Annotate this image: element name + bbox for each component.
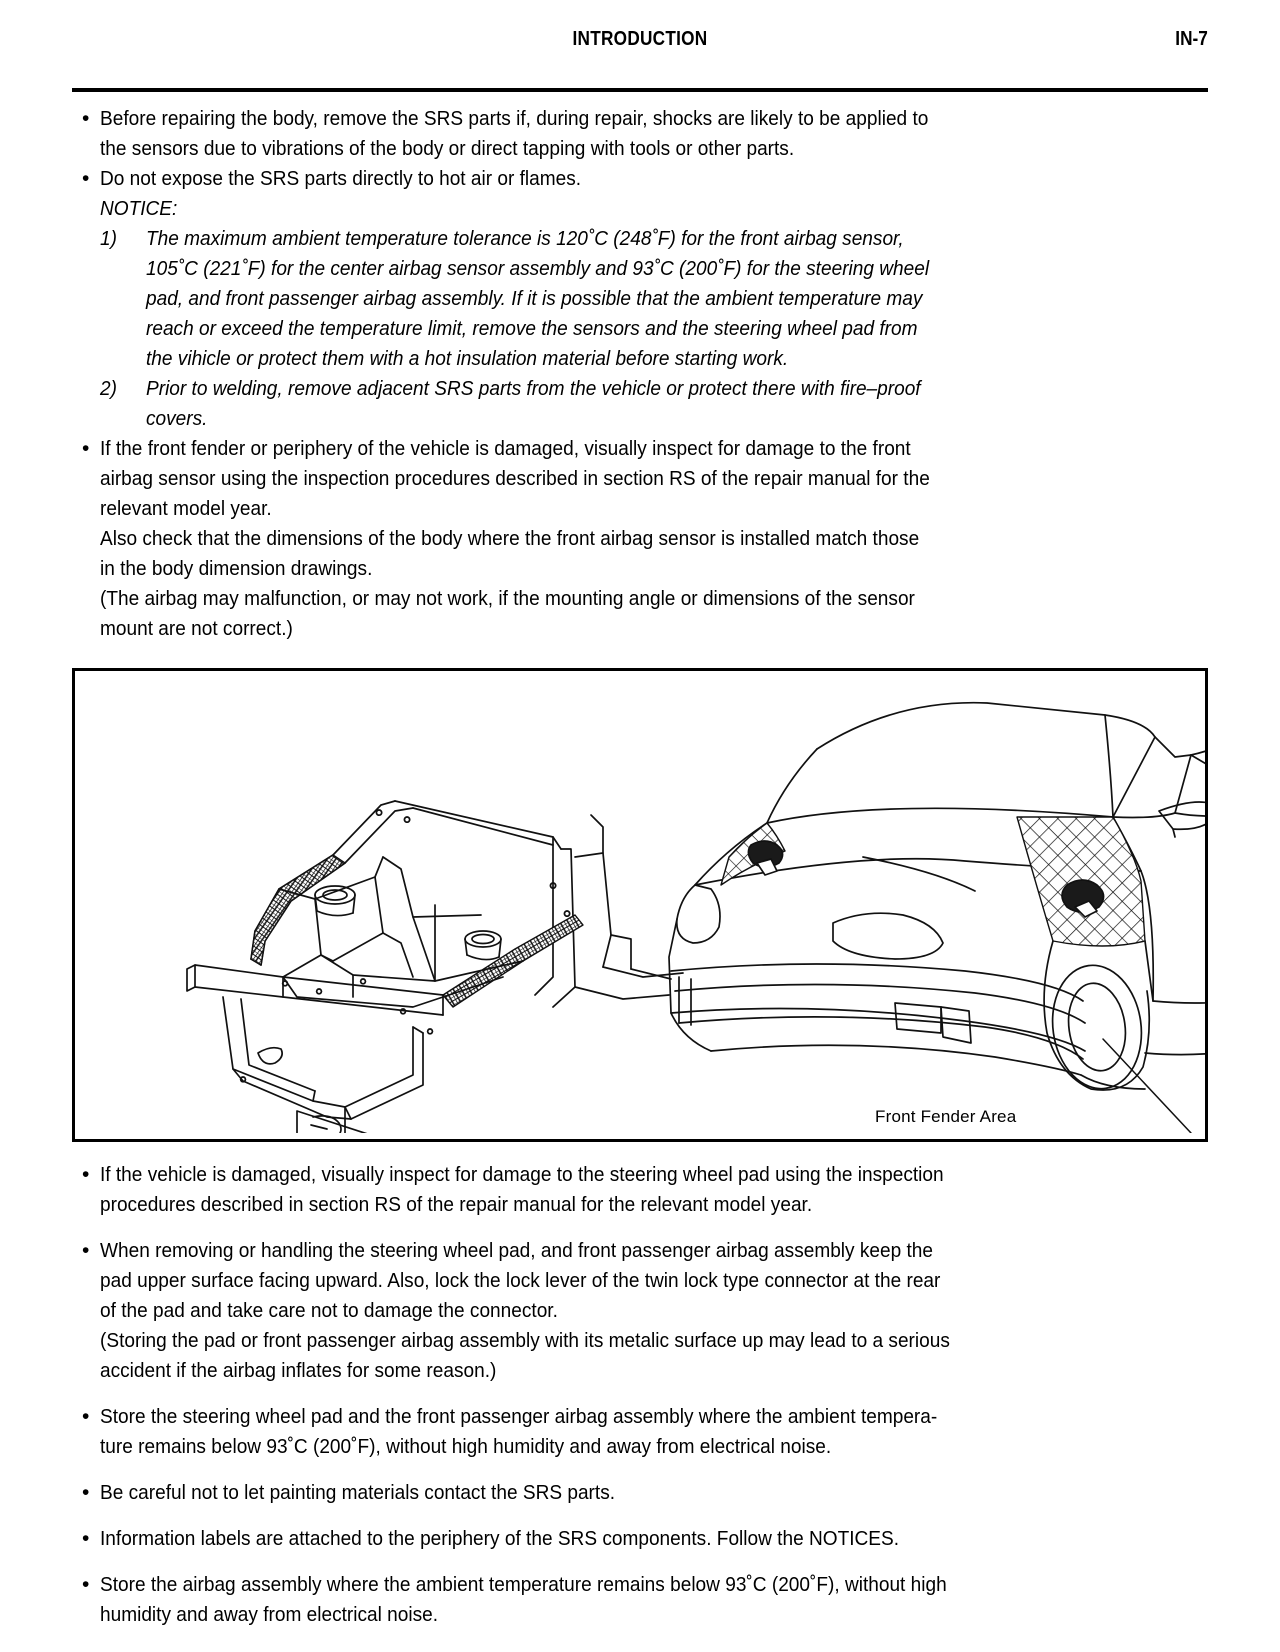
bullet-icon: •	[82, 1163, 90, 1186]
text-line: Store the steering wheel pad and the front passenger airbag assembly where the ambient tempera-	[100, 1405, 938, 1428]
notice-item-body	[146, 224, 1208, 374]
text-line: of the pad and take care not to damage the connector.	[100, 1299, 558, 1322]
list-item	[72, 1478, 1208, 1508]
text-line: (Storing the pad or front passenger airbag assembly with its metalic surface up may lead to a serious	[100, 1329, 950, 1352]
list-item-body	[100, 1160, 1208, 1220]
text-line: procedures described in section RS of the repair manual for the relevant model year.	[100, 1193, 813, 1216]
notice-item-marker: 2)	[100, 377, 117, 400]
text-line: ture remains below 93˚C (200˚F), without high humidity and away from electrical noise.	[100, 1435, 832, 1458]
bullet-icon: •	[82, 1481, 90, 1504]
bullet-icon: •	[82, 1239, 90, 1262]
bullet-icon: •	[82, 1573, 90, 1596]
figure-svg	[75, 671, 1205, 1133]
list-item-body	[100, 1524, 1208, 1554]
bullet-icon: •	[82, 107, 90, 130]
text-line: the vihicle or protect them with a hot insulation material before starting work.	[146, 347, 789, 370]
illustration-figure	[72, 668, 1208, 1142]
text-line: When removing or handling the steering wheel pad, and front passenger airbag assembly keep the	[100, 1239, 934, 1262]
notice-item	[100, 374, 1208, 434]
text-line: covers.	[146, 407, 208, 430]
list-item-body	[100, 1570, 1208, 1630]
vehicle-front-three-quarter-view	[669, 703, 1205, 1133]
list-item	[72, 1236, 1208, 1386]
text-line: The maximum ambient temperature tolerance is 120˚C (248˚F) for the front airbag sensor,	[146, 227, 904, 250]
notice-item-marker: 1)	[100, 227, 117, 250]
list-item-body	[100, 434, 1208, 644]
bullet-icon: •	[82, 167, 90, 190]
list-item-body	[100, 1478, 1208, 1508]
upper-content-list	[72, 92, 1208, 644]
text-line: Store the airbag assembly where the ambient temperature remains below 93˚C (200˚F), without high	[100, 1573, 947, 1596]
text-line: accident if the airbag inflates for some reason.)	[100, 1359, 497, 1382]
list-item	[72, 164, 1208, 434]
page-number: IN-7	[1175, 28, 1208, 50]
text-line: airbag sensor using the inspection procedures described in section RS of the repair manual for the	[100, 467, 930, 490]
list-item	[72, 434, 1208, 644]
notice-item	[100, 224, 1208, 374]
list-item-body	[100, 164, 1208, 434]
text-line: relevant model year.	[100, 497, 272, 520]
figure-caption: Front Fender Area	[875, 1107, 1017, 1126]
text-line: mount are not correct.)	[100, 617, 293, 640]
text-line: the sensors due to vibrations of the body or direct tapping with tools or other parts.	[100, 137, 795, 160]
engine-compartment-front-body-structure	[187, 801, 683, 1133]
text-line: If the front fender or periphery of the vehicle is damaged, visually inspect for damage to the front	[100, 437, 911, 460]
list-item	[72, 1160, 1208, 1220]
notice-item-body	[146, 374, 1208, 434]
list-item-body	[100, 104, 1208, 164]
list-item	[72, 1402, 1208, 1462]
bullet-icon: •	[82, 1405, 90, 1428]
text-line: reach or exceed the temperature limit, remove the sensors and the steering wheel pad from	[146, 317, 918, 340]
list-item-body	[100, 1236, 1208, 1386]
text-line: pad upper surface facing upward. Also, lock the lock lever of the twin lock type connector at the rear	[100, 1269, 941, 1292]
bullet-icon: •	[82, 437, 90, 460]
text-line: pad, and front passenger airbag assembly. If it is possible that the ambient temperature may	[146, 287, 923, 310]
text-line: If the vehicle is damaged, visually inspect for damage to the steering wheel pad using the inspection	[100, 1163, 944, 1186]
text-line: Be careful not to let painting materials contact the SRS parts.	[100, 1481, 616, 1504]
text-line: humidity and away from electrical noise.	[100, 1603, 439, 1626]
text-line: in the body dimension drawings.	[100, 557, 373, 580]
lower-content-list	[72, 1142, 1208, 1630]
text-line: (The airbag may malfunction, or may not work, if the mounting angle or dimensions of the sensor	[100, 587, 915, 610]
bullet-icon: •	[82, 1527, 90, 1550]
list-item	[72, 1524, 1208, 1554]
text-line: Before repairing the body, remove the SRS parts if, during repair, shocks are likely to be applied to	[100, 107, 929, 130]
list-item	[72, 104, 1208, 164]
text-line: Do not expose the SRS parts directly to hot air or flames.	[100, 167, 582, 190]
page-header	[72, 0, 1208, 80]
text-line: 105˚C (221˚F) for the center airbag sensor assembly and 93˚C (200˚F) for the steering wheel	[146, 257, 930, 280]
text-line: Also check that the dimensions of the body where the front airbag sensor is installed match those	[100, 527, 920, 550]
text-line: Information labels are attached to the periphery of the SRS components. Follow the NOTICES.	[100, 1527, 900, 1550]
page-title: INTRODUCTION	[572, 28, 708, 50]
text-line: Prior to welding, remove adjacent SRS parts from the vehicle or protect there with fire–proof	[146, 377, 921, 400]
list-item	[72, 1570, 1208, 1630]
list-item-body	[100, 1402, 1208, 1462]
notice-heading: NOTICE:	[100, 197, 178, 220]
